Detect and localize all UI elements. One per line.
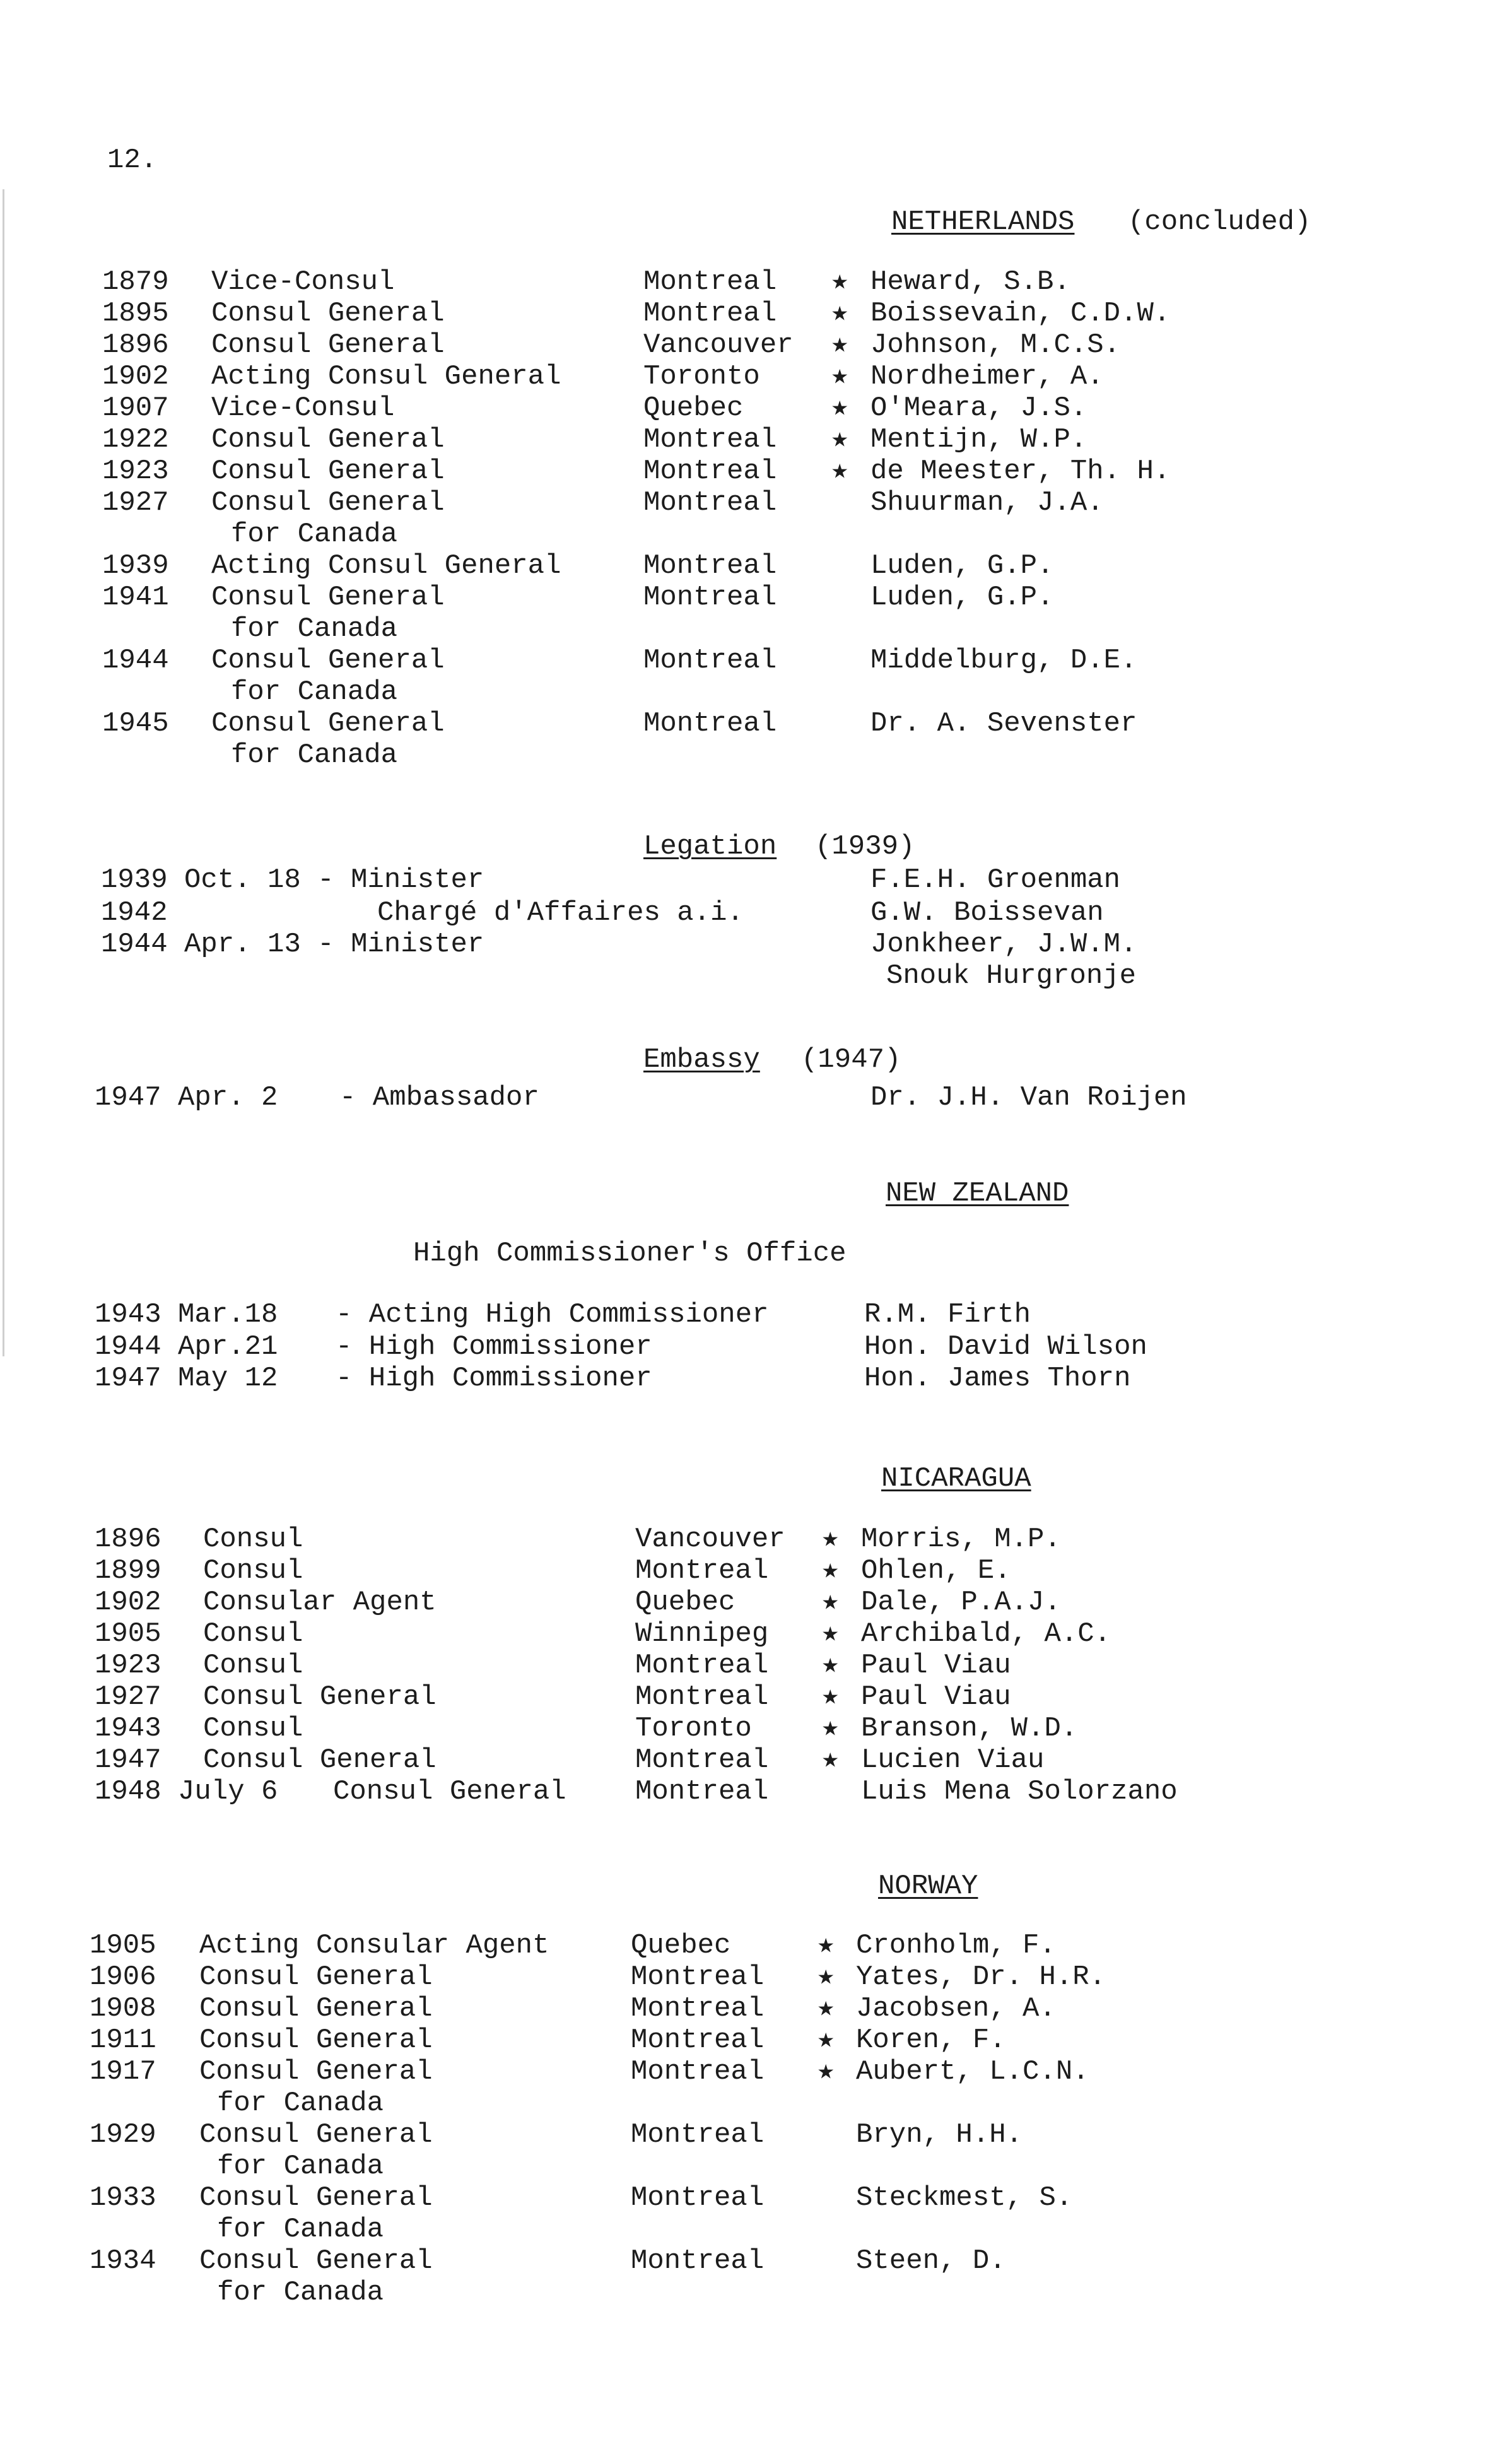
entry-title: Acting Consular Agent bbox=[199, 1930, 549, 1961]
entry-name: Boissevain, C.D.W. bbox=[870, 298, 1171, 329]
nz-row-title: - High Commissioner bbox=[336, 1331, 652, 1363]
entry-year: 1879 bbox=[102, 266, 169, 298]
legation-row-title: Chargé d'Affaires a.i. bbox=[377, 897, 744, 929]
legation-row-date: 1939 Oct. 18 - Minister bbox=[101, 864, 484, 896]
entry-title: Consul bbox=[203, 1618, 303, 1650]
entry-city: Toronto bbox=[635, 1713, 752, 1744]
entry-city: Montreal bbox=[635, 1744, 769, 1776]
entry-title: Consular Agent bbox=[203, 1587, 437, 1618]
deceased-mark-icon: ★ bbox=[818, 2056, 835, 2088]
nz-row-name: R.M. Firth bbox=[864, 1299, 1031, 1330]
entry-city: Montreal bbox=[643, 455, 777, 487]
entry-year: 1944 bbox=[102, 645, 169, 676]
entry-name: Shuurman, J.A. bbox=[870, 487, 1104, 519]
entry-city: Montreal bbox=[631, 1993, 765, 2024]
entry-title: Consul General bbox=[203, 1681, 437, 1713]
deceased-mark-icon: ★ bbox=[831, 424, 848, 455]
entry-city: Montreal bbox=[631, 2182, 765, 2214]
embassy-heading: Embassy bbox=[643, 1044, 760, 1076]
entry-city: Montreal bbox=[635, 1776, 769, 1807]
entry-city: Montreal bbox=[643, 708, 777, 739]
entry-title-cont: for Canada bbox=[217, 2277, 384, 2308]
entry-title: Consul General bbox=[211, 424, 445, 455]
nz-row-date: 1943 Mar.18 bbox=[95, 1299, 278, 1330]
entry-title: Consul General bbox=[199, 1961, 433, 1993]
entry-city: Quebec bbox=[643, 392, 744, 424]
entry-title: Consul General bbox=[203, 1744, 437, 1776]
entry-year: 1907 bbox=[102, 392, 169, 424]
entry-name: Bryn, H.H. bbox=[856, 2119, 1023, 2151]
entry-city: Montreal bbox=[635, 1555, 769, 1587]
entry-name: Mentijn, W.P. bbox=[870, 424, 1087, 455]
entry-city: Montreal bbox=[643, 424, 777, 455]
entry-name: Dr. A. Sevenster bbox=[870, 708, 1137, 739]
entry-title-cont: for Canada bbox=[231, 676, 398, 708]
entry-title-cont: for Canada bbox=[231, 519, 398, 550]
legation-row-name: Jonkheer, J.W.M. bbox=[870, 929, 1137, 960]
entry-name: Steckmest, S. bbox=[856, 2182, 1073, 2214]
entry-year: 1927 bbox=[102, 487, 169, 519]
entry-name: Paul Viau bbox=[861, 1681, 1011, 1713]
entry-city: Quebec bbox=[635, 1587, 735, 1618]
nz-row-title: - Acting High Commissioner bbox=[336, 1299, 769, 1330]
deceased-mark-icon: ★ bbox=[822, 1524, 839, 1555]
entry-title: Consul General bbox=[211, 298, 445, 329]
entry-year: 1934 bbox=[90, 2245, 156, 2277]
deceased-mark-icon: ★ bbox=[822, 1650, 839, 1681]
legation-row-name: G.W. Boissevan bbox=[870, 897, 1104, 929]
entry-title: Consul bbox=[203, 1650, 303, 1681]
nz-row-name: Hon. James Thorn bbox=[864, 1363, 1131, 1394]
section-heading-netherlands: NETHERLANDS bbox=[891, 206, 1075, 238]
page-edge-shadow bbox=[3, 189, 4, 1356]
legation-row-date: 1942 bbox=[101, 897, 168, 929]
embassy-name: Dr. J.H. Van Roijen bbox=[870, 1082, 1187, 1113]
entry-name: Morris, M.P. bbox=[861, 1524, 1061, 1555]
entry-title: Consul bbox=[203, 1713, 303, 1744]
entry-name: Luden, G.P. bbox=[870, 550, 1054, 582]
entry-title: Vice-Consul bbox=[211, 392, 395, 424]
entry-name: Dale, P.A.J. bbox=[861, 1587, 1061, 1618]
entry-year: 1908 bbox=[90, 1993, 156, 2024]
entry-year: 1902 bbox=[102, 361, 169, 392]
entry-title-cont: for Canada bbox=[231, 613, 398, 645]
entry-name: Middelburg, D.E. bbox=[870, 645, 1137, 676]
entry-title: Consul bbox=[203, 1555, 303, 1587]
deceased-mark-icon: ★ bbox=[831, 455, 848, 487]
entry-year: 1933 bbox=[90, 2182, 156, 2214]
deceased-mark-icon: ★ bbox=[822, 1713, 839, 1744]
deceased-mark-icon: ★ bbox=[818, 2024, 835, 2056]
entry-title: Consul General bbox=[199, 1993, 433, 2024]
entry-year: 1905 bbox=[95, 1618, 161, 1650]
deceased-mark-icon: ★ bbox=[831, 298, 848, 329]
entry-name: Paul Viau bbox=[861, 1650, 1011, 1681]
entry-title-cont: for Canada bbox=[217, 2088, 384, 2119]
entry-title: Acting Consul General bbox=[211, 550, 561, 582]
nz-row-title: - High Commissioner bbox=[336, 1363, 652, 1394]
deceased-mark-icon: ★ bbox=[831, 329, 848, 361]
entry-year: 1902 bbox=[95, 1587, 161, 1618]
entry-city: Montreal bbox=[631, 2056, 765, 2088]
entry-name: Nordheimer, A. bbox=[870, 361, 1104, 392]
entry-city: Montreal bbox=[643, 645, 777, 676]
entry-title: Consul General bbox=[211, 329, 445, 361]
entry-year: 1929 bbox=[90, 2119, 156, 2151]
entry-city: Toronto bbox=[643, 361, 760, 392]
section-heading-suffix: (concluded) bbox=[1128, 206, 1311, 238]
entry-name: Ohlen, E. bbox=[861, 1555, 1011, 1587]
entry-city: Montreal bbox=[631, 2119, 765, 2151]
entry-city: Montreal bbox=[643, 550, 777, 582]
entry-year: 1948 July 6 bbox=[95, 1776, 278, 1807]
entry-year: 1943 bbox=[95, 1713, 161, 1744]
entry-title: Consul General bbox=[199, 2245, 433, 2277]
nz-row-name: Hon. David Wilson bbox=[864, 1331, 1147, 1363]
page-number: 12. bbox=[107, 144, 158, 176]
entry-year: 1923 bbox=[102, 455, 169, 487]
entry-year: 1896 bbox=[95, 1524, 161, 1555]
embassy-title: - Ambassador bbox=[339, 1082, 539, 1113]
deceased-mark-icon: ★ bbox=[831, 266, 848, 298]
entry-title: Consul General bbox=[211, 645, 445, 676]
embassy-date: 1947 Apr. 2 bbox=[95, 1082, 278, 1113]
entry-year: 1905 bbox=[90, 1930, 156, 1961]
entry-title: Consul General bbox=[211, 582, 445, 613]
entry-city: Montreal bbox=[631, 2024, 765, 2056]
entry-city: Montreal bbox=[643, 298, 777, 329]
entry-title: Acting Consul General bbox=[211, 361, 561, 392]
deceased-mark-icon: ★ bbox=[822, 1555, 839, 1587]
legation-row-name-cont: Snouk Hurgronje bbox=[886, 960, 1137, 992]
deceased-mark-icon: ★ bbox=[822, 1587, 839, 1618]
deceased-mark-icon: ★ bbox=[818, 1993, 835, 2024]
entry-name: O'Meara, J.S. bbox=[870, 392, 1087, 424]
entry-year: 1927 bbox=[95, 1681, 161, 1713]
entry-year: 1917 bbox=[90, 2056, 156, 2088]
entry-title: Consul General bbox=[199, 2056, 433, 2088]
section-heading-nicaragua: NICARAGUA bbox=[881, 1463, 1031, 1495]
entry-year: 1922 bbox=[102, 424, 169, 455]
entry-name: Steen, D. bbox=[856, 2245, 1006, 2277]
entry-name: de Meester, Th. H. bbox=[870, 455, 1171, 487]
entry-title: Consul General bbox=[199, 2119, 433, 2151]
deceased-mark-icon: ★ bbox=[822, 1744, 839, 1776]
embassy-year: (1947) bbox=[801, 1044, 901, 1076]
entry-name: Yates, Dr. H.R. bbox=[856, 1961, 1106, 1993]
entry-year: 1939 bbox=[102, 550, 169, 582]
deceased-mark-icon: ★ bbox=[818, 1930, 835, 1961]
legation-row-name: F.E.H. Groenman bbox=[870, 864, 1121, 896]
entry-name: Aubert, L.C.N. bbox=[856, 2056, 1089, 2088]
entry-year: 1945 bbox=[102, 708, 169, 739]
entry-city: Quebec bbox=[631, 1930, 731, 1961]
entry-title: Consul General bbox=[211, 487, 445, 519]
entry-name: Heward, S.B. bbox=[870, 266, 1070, 298]
deceased-mark-icon: ★ bbox=[822, 1681, 839, 1713]
entry-title: Consul General bbox=[211, 455, 445, 487]
deceased-mark-icon: ★ bbox=[822, 1618, 839, 1650]
entry-name: Luden, G.P. bbox=[870, 582, 1054, 613]
entry-city: Montreal bbox=[635, 1681, 769, 1713]
deceased-mark-icon: ★ bbox=[831, 392, 848, 424]
entry-year: 1899 bbox=[95, 1555, 161, 1587]
entry-year: 1923 bbox=[95, 1650, 161, 1681]
entry-name: Koren, F. bbox=[856, 2024, 1006, 2056]
entry-city: Montreal bbox=[643, 582, 777, 613]
entry-name: Archibald, A.C. bbox=[861, 1618, 1111, 1650]
entry-year: 1941 bbox=[102, 582, 169, 613]
entry-city: Montreal bbox=[643, 487, 777, 519]
section-heading-new-zealand: NEW ZEALAND bbox=[886, 1178, 1069, 1209]
entry-year: 1911 bbox=[90, 2024, 156, 2056]
entry-title: Consul General bbox=[199, 2182, 433, 2214]
entry-title: Consul General bbox=[333, 1776, 566, 1807]
entry-name: Luis Mena Solorzano bbox=[861, 1776, 1178, 1807]
entry-title: Consul General bbox=[199, 2024, 433, 2056]
section-heading-norway: NORWAY bbox=[878, 1871, 978, 1902]
entry-name: Lucien Viau bbox=[861, 1744, 1045, 1776]
entry-year: 1906 bbox=[90, 1961, 156, 1993]
entry-city: Montreal bbox=[643, 266, 777, 298]
entry-city: Vancouver bbox=[635, 1524, 785, 1555]
entry-title: Consul General bbox=[211, 708, 445, 739]
entry-city: Montreal bbox=[631, 2245, 765, 2277]
entry-city: Vancouver bbox=[643, 329, 794, 361]
entry-year: 1947 bbox=[95, 1744, 161, 1776]
entry-name: Johnson, M.C.S. bbox=[870, 329, 1121, 361]
deceased-mark-icon: ★ bbox=[831, 361, 848, 392]
entry-title-cont: for Canada bbox=[217, 2214, 384, 2245]
entry-title-cont: for Canada bbox=[231, 739, 398, 771]
deceased-mark-icon: ★ bbox=[818, 1961, 835, 1993]
legation-year: (1939) bbox=[815, 831, 915, 862]
entry-city: Winnipeg bbox=[635, 1618, 769, 1650]
legation-row-date: 1944 Apr. 13 - Minister bbox=[101, 929, 484, 960]
entry-title: Consul bbox=[203, 1524, 303, 1555]
entry-name: Jacobsen, A. bbox=[856, 1993, 1056, 2024]
nz-row-date: 1944 Apr.21 bbox=[95, 1331, 278, 1363]
entry-title: Vice-Consul bbox=[211, 266, 395, 298]
nz-row-date: 1947 May 12 bbox=[95, 1363, 278, 1394]
entry-title-cont: for Canada bbox=[217, 2151, 384, 2182]
entry-year: 1896 bbox=[102, 329, 169, 361]
legation-heading: Legation bbox=[643, 831, 777, 862]
office-subheading: High Commissioner's Office bbox=[413, 1238, 847, 1269]
entry-name: Branson, W.D. bbox=[861, 1713, 1078, 1744]
entry-name: Cronholm, F. bbox=[856, 1930, 1056, 1961]
entry-year: 1895 bbox=[102, 298, 169, 329]
entry-city: Montreal bbox=[631, 1961, 765, 1993]
entry-city: Montreal bbox=[635, 1650, 769, 1681]
